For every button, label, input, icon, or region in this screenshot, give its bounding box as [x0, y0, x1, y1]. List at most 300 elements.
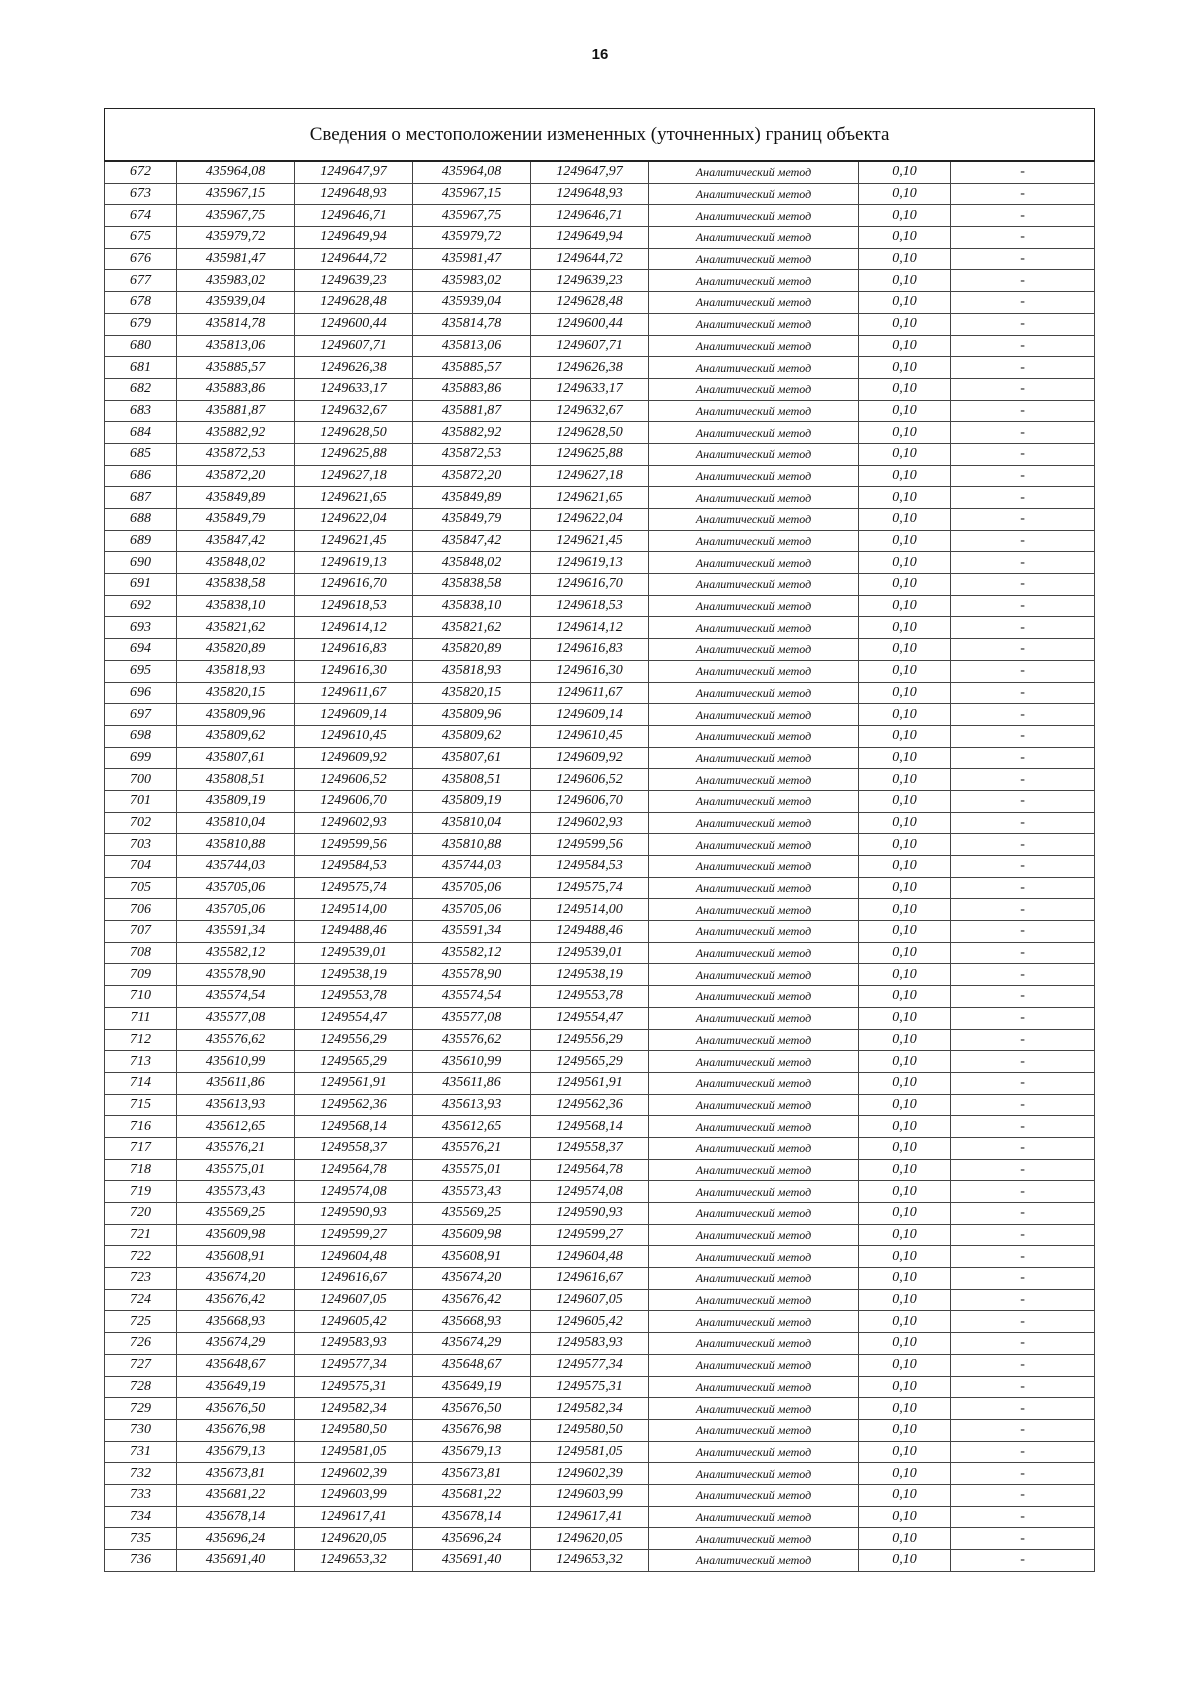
y-new-cell: 1249644,72: [531, 248, 649, 270]
accuracy-cell: 0,10: [859, 487, 951, 509]
x-existing-cell: 435872,53: [177, 443, 295, 465]
point-number-cell: 703: [105, 834, 177, 856]
method-cell: Аналитический метод: [649, 552, 859, 574]
x-existing-cell: 435705,06: [177, 877, 295, 899]
method-cell: Аналитический метод: [649, 660, 859, 682]
table-row: [105, 812, 1095, 834]
y-new-cell: 1249628,50: [531, 422, 649, 444]
description-cell: -: [951, 378, 1095, 400]
y-existing-cell: 1249568,14: [295, 1116, 413, 1138]
point-number-cell: 713: [105, 1051, 177, 1073]
table-row: [105, 1419, 1095, 1441]
x-new-cell: 435648,67: [413, 1354, 531, 1376]
method-cell: Аналитический метод: [649, 335, 859, 357]
x-existing-cell: 435848,02: [177, 552, 295, 574]
point-number-cell: 711: [105, 1007, 177, 1029]
table-row: [105, 1506, 1095, 1528]
description-cell: -: [951, 1333, 1095, 1355]
description-cell: -: [951, 639, 1095, 661]
table-row: [105, 595, 1095, 617]
y-new-cell: 1249602,39: [531, 1463, 649, 1485]
x-existing-cell: 435849,89: [177, 487, 295, 509]
x-existing-cell: 435847,42: [177, 530, 295, 552]
y-existing-cell: 1249599,56: [295, 834, 413, 856]
x-existing-cell: 435674,29: [177, 1333, 295, 1355]
method-cell: Аналитический метод: [649, 1051, 859, 1073]
x-existing-cell: 435810,88: [177, 834, 295, 856]
point-number-cell: 723: [105, 1268, 177, 1290]
accuracy-cell: 0,10: [859, 617, 951, 639]
y-new-cell: 1249558,37: [531, 1137, 649, 1159]
point-number-cell: 676: [105, 248, 177, 270]
x-new-cell: 435577,08: [413, 1007, 531, 1029]
table-row: [105, 769, 1095, 791]
method-cell: Аналитический метод: [649, 899, 859, 921]
description-cell: -: [951, 443, 1095, 465]
x-new-cell: 435582,12: [413, 942, 531, 964]
method-cell: Аналитический метод: [649, 1224, 859, 1246]
point-number-cell: 728: [105, 1376, 177, 1398]
x-new-cell: 435673,81: [413, 1463, 531, 1485]
y-existing-cell: 1249575,74: [295, 877, 413, 899]
accuracy-cell: 0,10: [859, 1224, 951, 1246]
x-existing-cell: 435696,24: [177, 1528, 295, 1550]
method-cell: Аналитический метод: [649, 1550, 859, 1572]
y-existing-cell: 1249646,71: [295, 205, 413, 227]
x-new-cell: 435576,21: [413, 1137, 531, 1159]
description-cell: -: [951, 270, 1095, 292]
x-existing-cell: 435849,79: [177, 509, 295, 531]
x-existing-cell: 435885,57: [177, 357, 295, 379]
method-cell: Аналитический метод: [649, 422, 859, 444]
x-existing-cell: 435576,21: [177, 1137, 295, 1159]
y-existing-cell: 1249621,65: [295, 487, 413, 509]
accuracy-cell: 0,10: [859, 790, 951, 812]
accuracy-cell: 0,10: [859, 747, 951, 769]
x-new-cell: 435872,20: [413, 465, 531, 487]
x-new-cell: 435678,14: [413, 1506, 531, 1528]
x-existing-cell: 435676,98: [177, 1419, 295, 1441]
method-cell: Аналитический метод: [649, 1116, 859, 1138]
y-existing-cell: 1249628,50: [295, 422, 413, 444]
x-new-cell: 435881,87: [413, 400, 531, 422]
point-number-cell: 704: [105, 856, 177, 878]
table-row: [105, 1181, 1095, 1203]
y-new-cell: 1249647,97: [531, 161, 649, 183]
point-number-cell: 731: [105, 1441, 177, 1463]
y-new-cell: 1249607,71: [531, 335, 649, 357]
x-existing-cell: 435681,22: [177, 1484, 295, 1506]
y-existing-cell: 1249632,67: [295, 400, 413, 422]
method-cell: Аналитический метод: [649, 1268, 859, 1290]
x-existing-cell: 435939,04: [177, 292, 295, 314]
table-row: [105, 1333, 1095, 1355]
accuracy-cell: 0,10: [859, 921, 951, 943]
accuracy-cell: 0,10: [859, 1289, 951, 1311]
y-new-cell: 1249616,30: [531, 660, 649, 682]
description-cell: -: [951, 1224, 1095, 1246]
method-cell: Аналитический метод: [649, 530, 859, 552]
y-existing-cell: 1249616,83: [295, 639, 413, 661]
y-existing-cell: 1249602,39: [295, 1463, 413, 1485]
point-number-cell: 687: [105, 487, 177, 509]
point-number-cell: 674: [105, 205, 177, 227]
table-row: [105, 313, 1095, 335]
y-existing-cell: 1249616,70: [295, 574, 413, 596]
y-new-cell: 1249610,45: [531, 725, 649, 747]
table-row: [105, 292, 1095, 314]
table-row: [105, 1398, 1095, 1420]
description-cell: -: [951, 313, 1095, 335]
method-cell: Аналитический метод: [649, 877, 859, 899]
point-number-cell: 690: [105, 552, 177, 574]
x-existing-cell: 435821,62: [177, 617, 295, 639]
point-number-cell: 672: [105, 161, 177, 183]
y-new-cell: 1249606,52: [531, 769, 649, 791]
table-row: [105, 443, 1095, 465]
table-title: Сведения о местоположении измененных (уточненных) границ объекта: [105, 109, 1095, 162]
method-cell: Аналитический метод: [649, 400, 859, 422]
x-existing-cell: 435809,62: [177, 725, 295, 747]
description-cell: -: [951, 1094, 1095, 1116]
table-row: [105, 378, 1095, 400]
table-row: [105, 487, 1095, 509]
x-new-cell: 435681,22: [413, 1484, 531, 1506]
point-number-cell: 680: [105, 335, 177, 357]
y-existing-cell: 1249600,44: [295, 313, 413, 335]
description-cell: -: [951, 682, 1095, 704]
accuracy-cell: 0,10: [859, 1441, 951, 1463]
description-cell: -: [951, 747, 1095, 769]
table-row: [105, 1094, 1095, 1116]
table-row: [105, 270, 1095, 292]
method-cell: Аналитический метод: [649, 292, 859, 314]
x-new-cell: 435983,02: [413, 270, 531, 292]
x-existing-cell: 435649,19: [177, 1376, 295, 1398]
y-existing-cell: 1249514,00: [295, 899, 413, 921]
y-new-cell: 1249639,23: [531, 270, 649, 292]
description-cell: -: [951, 422, 1095, 444]
table-row: [105, 747, 1095, 769]
description-cell: -: [951, 856, 1095, 878]
table-row: [105, 1224, 1095, 1246]
point-number-cell: 709: [105, 964, 177, 986]
y-new-cell: 1249619,13: [531, 552, 649, 574]
x-new-cell: 435883,86: [413, 378, 531, 400]
accuracy-cell: 0,10: [859, 964, 951, 986]
x-existing-cell: 435872,20: [177, 465, 295, 487]
x-existing-cell: 435808,51: [177, 769, 295, 791]
y-existing-cell: 1249604,48: [295, 1246, 413, 1268]
point-number-cell: 717: [105, 1137, 177, 1159]
accuracy-cell: 0,10: [859, 552, 951, 574]
y-new-cell: 1249621,65: [531, 487, 649, 509]
y-new-cell: 1249577,34: [531, 1354, 649, 1376]
description-cell: -: [951, 574, 1095, 596]
y-existing-cell: 1249554,47: [295, 1007, 413, 1029]
accuracy-cell: 0,10: [859, 248, 951, 270]
description-cell: -: [951, 899, 1095, 921]
accuracy-cell: 0,10: [859, 1550, 951, 1572]
description-cell: -: [951, 1072, 1095, 1094]
x-new-cell: 435967,15: [413, 183, 531, 205]
y-new-cell: 1249564,78: [531, 1159, 649, 1181]
method-cell: Аналитический метод: [649, 313, 859, 335]
x-existing-cell: 435673,81: [177, 1463, 295, 1485]
method-cell: Аналитический метод: [649, 465, 859, 487]
accuracy-cell: 0,10: [859, 357, 951, 379]
y-existing-cell: 1249584,53: [295, 856, 413, 878]
description-cell: -: [951, 292, 1095, 314]
accuracy-cell: 0,10: [859, 1137, 951, 1159]
point-number-cell: 701: [105, 790, 177, 812]
y-new-cell: 1249607,05: [531, 1289, 649, 1311]
boundary-coordinates-table-container: [104, 108, 1094, 1572]
y-new-cell: 1249590,93: [531, 1203, 649, 1225]
accuracy-cell: 0,10: [859, 1051, 951, 1073]
description-cell: -: [951, 921, 1095, 943]
x-existing-cell: 435578,90: [177, 964, 295, 986]
point-number-cell: 702: [105, 812, 177, 834]
description-cell: -: [951, 964, 1095, 986]
x-new-cell: 435569,25: [413, 1203, 531, 1225]
method-cell: Аналитический метод: [649, 1007, 859, 1029]
x-new-cell: 435808,51: [413, 769, 531, 791]
point-number-cell: 683: [105, 400, 177, 422]
method-cell: Аналитический метод: [649, 227, 859, 249]
description-cell: -: [951, 1311, 1095, 1333]
accuracy-cell: 0,10: [859, 1463, 951, 1485]
accuracy-cell: 0,10: [859, 1029, 951, 1051]
y-existing-cell: 1249580,50: [295, 1419, 413, 1441]
y-new-cell: 1249646,71: [531, 205, 649, 227]
accuracy-cell: 0,10: [859, 660, 951, 682]
x-new-cell: 435809,19: [413, 790, 531, 812]
method-cell: Аналитический метод: [649, 617, 859, 639]
accuracy-cell: 0,10: [859, 1506, 951, 1528]
x-new-cell: 435848,02: [413, 552, 531, 574]
table-row: [105, 617, 1095, 639]
y-new-cell: 1249599,27: [531, 1224, 649, 1246]
method-cell: Аналитический метод: [649, 270, 859, 292]
y-new-cell: 1249622,04: [531, 509, 649, 531]
description-cell: -: [951, 1007, 1095, 1029]
accuracy-cell: 0,10: [859, 769, 951, 791]
description-cell: -: [951, 1376, 1095, 1398]
y-existing-cell: 1249614,12: [295, 617, 413, 639]
description-cell: -: [951, 1268, 1095, 1290]
accuracy-cell: 0,10: [859, 1528, 951, 1550]
y-existing-cell: 1249607,05: [295, 1289, 413, 1311]
accuracy-cell: 0,10: [859, 443, 951, 465]
point-number-cell: 716: [105, 1116, 177, 1138]
y-existing-cell: 1249581,05: [295, 1441, 413, 1463]
description-cell: -: [951, 1029, 1095, 1051]
table-row: [105, 639, 1095, 661]
y-existing-cell: 1249556,29: [295, 1029, 413, 1051]
x-existing-cell: 435964,08: [177, 161, 295, 183]
method-cell: Аналитический метод: [649, 574, 859, 596]
description-cell: -: [951, 834, 1095, 856]
x-existing-cell: 435807,61: [177, 747, 295, 769]
x-new-cell: 435705,06: [413, 877, 531, 899]
description-cell: -: [951, 357, 1095, 379]
point-number-cell: 688: [105, 509, 177, 531]
y-new-cell: 1249561,91: [531, 1072, 649, 1094]
accuracy-cell: 0,10: [859, 378, 951, 400]
table-row: [105, 899, 1095, 921]
accuracy-cell: 0,10: [859, 1398, 951, 1420]
x-existing-cell: 435569,25: [177, 1203, 295, 1225]
point-number-cell: 694: [105, 639, 177, 661]
point-number-cell: 733: [105, 1484, 177, 1506]
description-cell: -: [951, 1289, 1095, 1311]
x-existing-cell: 435582,12: [177, 942, 295, 964]
accuracy-cell: 0,10: [859, 812, 951, 834]
point-number-cell: 679: [105, 313, 177, 335]
description-cell: -: [951, 1181, 1095, 1203]
method-cell: Аналитический метод: [649, 704, 859, 726]
x-new-cell: 435882,92: [413, 422, 531, 444]
table-row: [105, 1289, 1095, 1311]
x-existing-cell: 435676,50: [177, 1398, 295, 1420]
y-existing-cell: 1249606,70: [295, 790, 413, 812]
y-existing-cell: 1249599,27: [295, 1224, 413, 1246]
y-new-cell: 1249616,67: [531, 1268, 649, 1290]
description-cell: -: [951, 465, 1095, 487]
table-row: [105, 1007, 1095, 1029]
x-new-cell: 435696,24: [413, 1528, 531, 1550]
accuracy-cell: 0,10: [859, 1116, 951, 1138]
method-cell: Аналитический метод: [649, 1333, 859, 1355]
x-new-cell: 435820,15: [413, 682, 531, 704]
table-row: [105, 335, 1095, 357]
point-number-cell: 718: [105, 1159, 177, 1181]
table-row: [105, 161, 1095, 183]
table-body: [105, 161, 1095, 1571]
x-new-cell: 435810,04: [413, 812, 531, 834]
x-new-cell: 435981,47: [413, 248, 531, 270]
x-new-cell: 435872,53: [413, 443, 531, 465]
method-cell: Аналитический метод: [649, 682, 859, 704]
table-row: [105, 704, 1095, 726]
x-new-cell: 435979,72: [413, 227, 531, 249]
method-cell: Аналитический метод: [649, 161, 859, 183]
x-existing-cell: 435838,58: [177, 574, 295, 596]
y-new-cell: 1249583,93: [531, 1333, 649, 1355]
x-new-cell: 435613,93: [413, 1094, 531, 1116]
method-cell: Аналитический метод: [649, 1376, 859, 1398]
y-existing-cell: 1249606,52: [295, 769, 413, 791]
y-existing-cell: 1249538,19: [295, 964, 413, 986]
description-cell: -: [951, 205, 1095, 227]
x-existing-cell: 435967,15: [177, 183, 295, 205]
y-existing-cell: 1249590,93: [295, 1203, 413, 1225]
y-existing-cell: 1249553,78: [295, 986, 413, 1008]
table-row: [105, 1137, 1095, 1159]
y-existing-cell: 1249647,97: [295, 161, 413, 183]
x-new-cell: 435849,79: [413, 509, 531, 531]
page-number: 16: [591, 46, 609, 63]
description-cell: -: [951, 400, 1095, 422]
y-existing-cell: 1249602,93: [295, 812, 413, 834]
table-row: [105, 1072, 1095, 1094]
point-number-cell: 722: [105, 1246, 177, 1268]
description-cell: -: [951, 1354, 1095, 1376]
point-number-cell: 698: [105, 725, 177, 747]
method-cell: Аналитический метод: [649, 856, 859, 878]
method-cell: Аналитический метод: [649, 487, 859, 509]
accuracy-cell: 0,10: [859, 1072, 951, 1094]
table-row: [105, 248, 1095, 270]
table-row: [105, 1116, 1095, 1138]
y-new-cell: 1249653,32: [531, 1550, 649, 1572]
table-row: [105, 574, 1095, 596]
y-existing-cell: 1249619,13: [295, 552, 413, 574]
y-new-cell: 1249648,93: [531, 183, 649, 205]
y-existing-cell: 1249653,32: [295, 1550, 413, 1572]
method-cell: Аналитический метод: [649, 747, 859, 769]
description-cell: -: [951, 161, 1095, 183]
method-cell: Аналитический метод: [649, 1419, 859, 1441]
description-cell: -: [951, 509, 1095, 531]
y-new-cell: 1249582,34: [531, 1398, 649, 1420]
accuracy-cell: 0,10: [859, 1007, 951, 1029]
table-row: [105, 1268, 1095, 1290]
point-number-cell: 726: [105, 1333, 177, 1355]
accuracy-cell: 0,10: [859, 509, 951, 531]
table-row: [105, 1463, 1095, 1485]
x-new-cell: 435847,42: [413, 530, 531, 552]
description-cell: -: [951, 1550, 1095, 1572]
table-row: [105, 790, 1095, 812]
x-existing-cell: 435883,86: [177, 378, 295, 400]
description-cell: -: [951, 1484, 1095, 1506]
table-row: [105, 1550, 1095, 1572]
table-row: [105, 1376, 1095, 1398]
y-existing-cell: 1249565,29: [295, 1051, 413, 1073]
x-existing-cell: 435611,86: [177, 1072, 295, 1094]
point-number-cell: 710: [105, 986, 177, 1008]
x-existing-cell: 435981,47: [177, 248, 295, 270]
y-existing-cell: 1249607,71: [295, 335, 413, 357]
table-row: [105, 1159, 1095, 1181]
x-new-cell: 435668,93: [413, 1311, 531, 1333]
y-existing-cell: 1249610,45: [295, 725, 413, 747]
method-cell: Аналитический метод: [649, 443, 859, 465]
point-number-cell: 675: [105, 227, 177, 249]
y-new-cell: 1249616,70: [531, 574, 649, 596]
y-new-cell: 1249609,92: [531, 747, 649, 769]
x-new-cell: 435810,88: [413, 834, 531, 856]
x-new-cell: 435849,89: [413, 487, 531, 509]
description-cell: -: [951, 986, 1095, 1008]
table-row: [105, 1354, 1095, 1376]
description-cell: -: [951, 552, 1095, 574]
x-existing-cell: 435576,62: [177, 1029, 295, 1051]
table-row: [105, 227, 1095, 249]
y-existing-cell: 1249488,46: [295, 921, 413, 943]
x-new-cell: 435744,03: [413, 856, 531, 878]
method-cell: Аналитический метод: [649, 1528, 859, 1550]
y-new-cell: 1249628,48: [531, 292, 649, 314]
description-cell: -: [951, 1528, 1095, 1550]
x-existing-cell: 435744,03: [177, 856, 295, 878]
x-new-cell: 435820,89: [413, 639, 531, 661]
y-existing-cell: 1249639,23: [295, 270, 413, 292]
x-existing-cell: 435577,08: [177, 1007, 295, 1029]
description-cell: -: [951, 1116, 1095, 1138]
